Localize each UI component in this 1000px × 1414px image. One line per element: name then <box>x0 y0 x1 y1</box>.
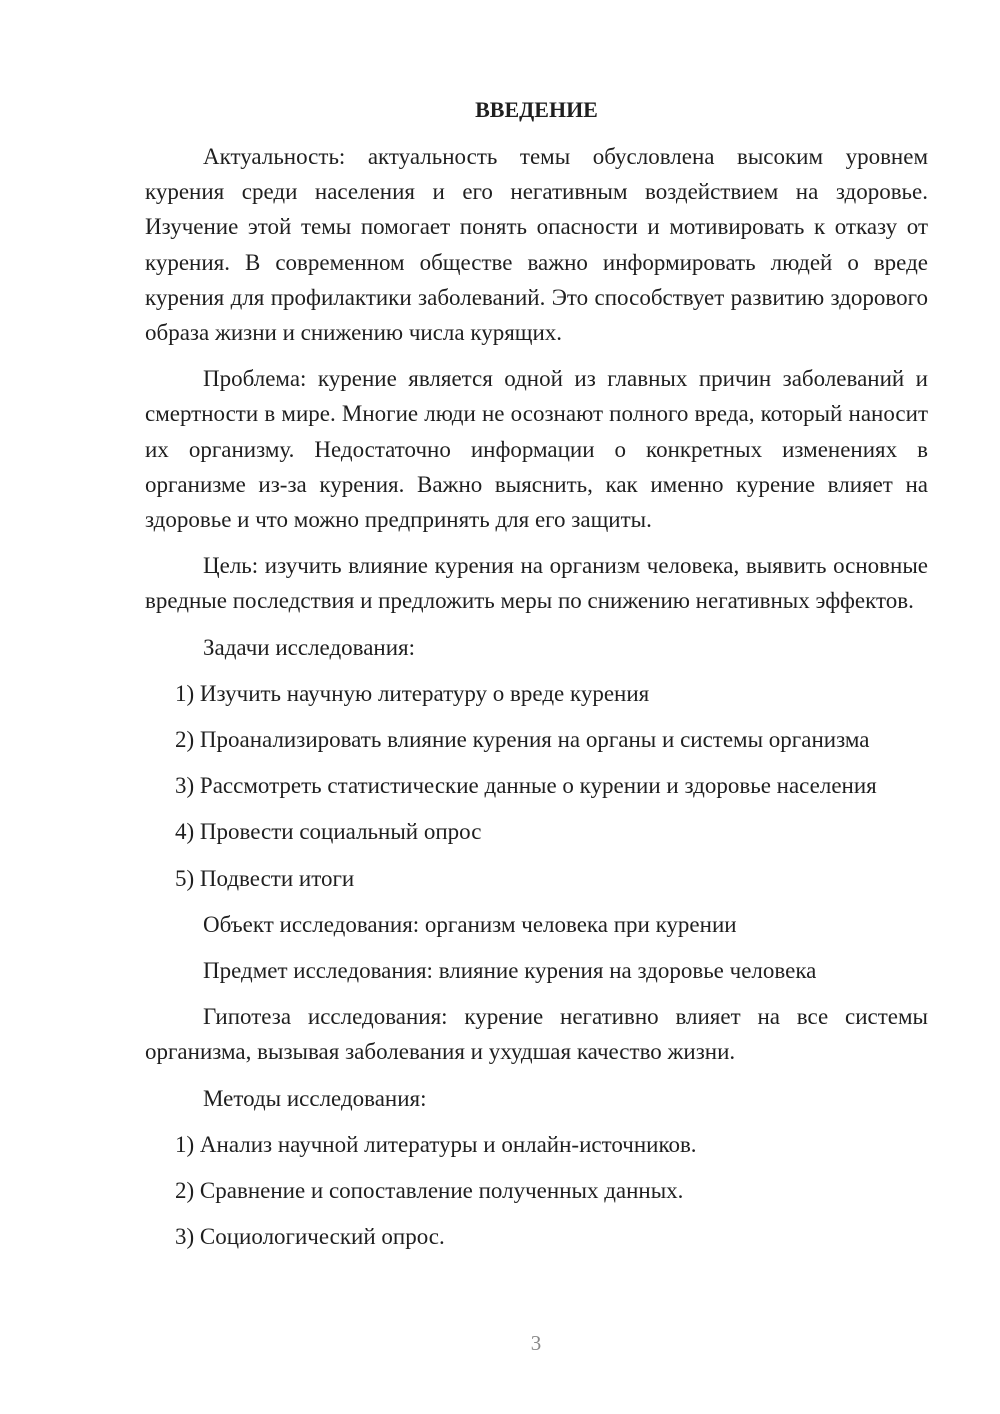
task-item: 3) Рассмотреть статистические данные о курении и здоровье населения <box>175 773 877 799</box>
problem-paragraph: Проблема: курение является одной из главных причин заболеваний и смертности в мире. Многие люди не осознают полного вреда, который наносит их организму. Недостаточно информации о конкретных изменениях в организме из-за курения. Важно выяснить, как именно курение влияет на здоровье и что можно предпринять для его защиты. <box>145 366 928 533</box>
subject-paragraph: Предмет исследования: влияние курения на здоровье человека <box>203 958 817 984</box>
method-item: 2) Сравнение и сопоставление полученных данных. <box>175 1178 684 1204</box>
method-item: 3) Социологический опрос. <box>175 1224 445 1250</box>
goal-paragraph: Цель: изучить влияние курения на организм человека, выявить основные вредные последствия и предложить меры по снижению негативных эффектов. <box>145 553 928 614</box>
object-paragraph: Объект исследования: организм человека при курении <box>203 911 737 937</box>
tasks-heading: Задачи исследования: <box>203 634 416 660</box>
page-number: 3 <box>530 1331 542 1355</box>
page-content <box>145 92 928 1265</box>
methods-heading: Методы исследования: <box>203 1085 427 1111</box>
hypothesis-paragraph: Гипотеза исследования: курение негативно влияет на все системы организма, вызывая заболевания и ухудшая качество жизни. <box>145 1004 928 1065</box>
task-item: 1) Изучить научную литературу о вреде курения <box>175 680 650 706</box>
method-item: 1) Анализ научной литературы и онлайн-источников. <box>175 1131 697 1157</box>
task-item: 2) Проанализировать влияние курения на органы и системы организма <box>175 727 870 753</box>
task-item: 4) Провести социальный опрос <box>175 819 482 845</box>
relevance-paragraph: Актуальность: актуальность темы обусловлена высоким уровнем курения среди населения и его негативным воздействием на здоровье. Изучение этой темы помогает понять опасности и мотивировать к отказу от курения. В современном обществе важно информировать людей о вреде курения для профилактики заболеваний. Это способствует развитию здорового образа жизни и снижению числа курящих. <box>145 144 928 346</box>
task-item: 5) Подвести итоги <box>175 865 355 891</box>
section-title: ВВЕДЕНИЕ <box>475 97 598 122</box>
